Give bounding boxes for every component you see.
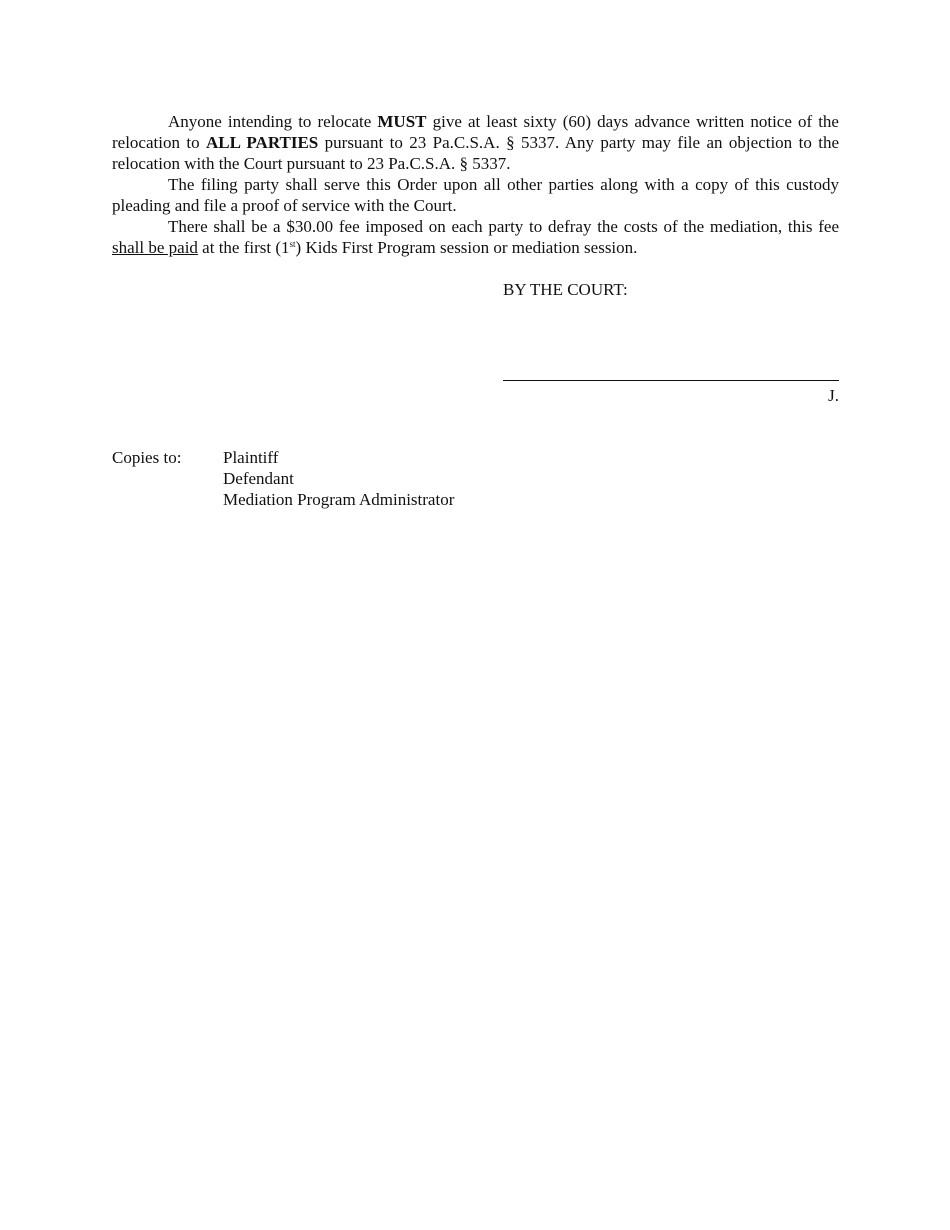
relocation-paragraph: Anyone intending to relocate MUST give at least sixty (60) days advance written notice of the relocation to ALL PARTIES pursuant to 23 Pa.C.S.A. § 5337. Any party may file an objection to the relocation with the Court pursuant to 23 Pa.C.S.A. § 5337. xyxy=(112,112,839,173)
must-emphasis: MUST xyxy=(377,112,427,131)
fee-paragraph: There shall be a $30.00 fee imposed on each party to defray the costs of the mediation, this fee shall be paid at the first (1st) Kids First Program session or mediation session. xyxy=(112,217,839,257)
shall-be-paid-underlined: shall be paid xyxy=(112,238,198,257)
signature-line xyxy=(503,380,839,381)
all-parties-emphasis: ALL PARTIES xyxy=(206,133,319,152)
service-paragraph: The filing party shall serve this Order upon all other parties along with a copy of this custody pleading and file a proof of service with the Court. xyxy=(112,175,839,215)
recipient-defendant: Defendant xyxy=(223,469,294,488)
by-the-court-label: BY THE COURT: xyxy=(503,280,628,299)
order-body xyxy=(112,111,839,258)
signature-block xyxy=(503,279,839,405)
ordinal-superscript: st xyxy=(289,239,296,249)
copies-to-label: Copies to: xyxy=(112,448,182,467)
judge-suffix: J. xyxy=(828,386,839,405)
recipient-plaintiff: Plaintiff xyxy=(223,448,279,467)
copies-recipient-list xyxy=(223,447,454,510)
recipient-mediation-administrator: Mediation Program Administrator xyxy=(223,490,455,509)
